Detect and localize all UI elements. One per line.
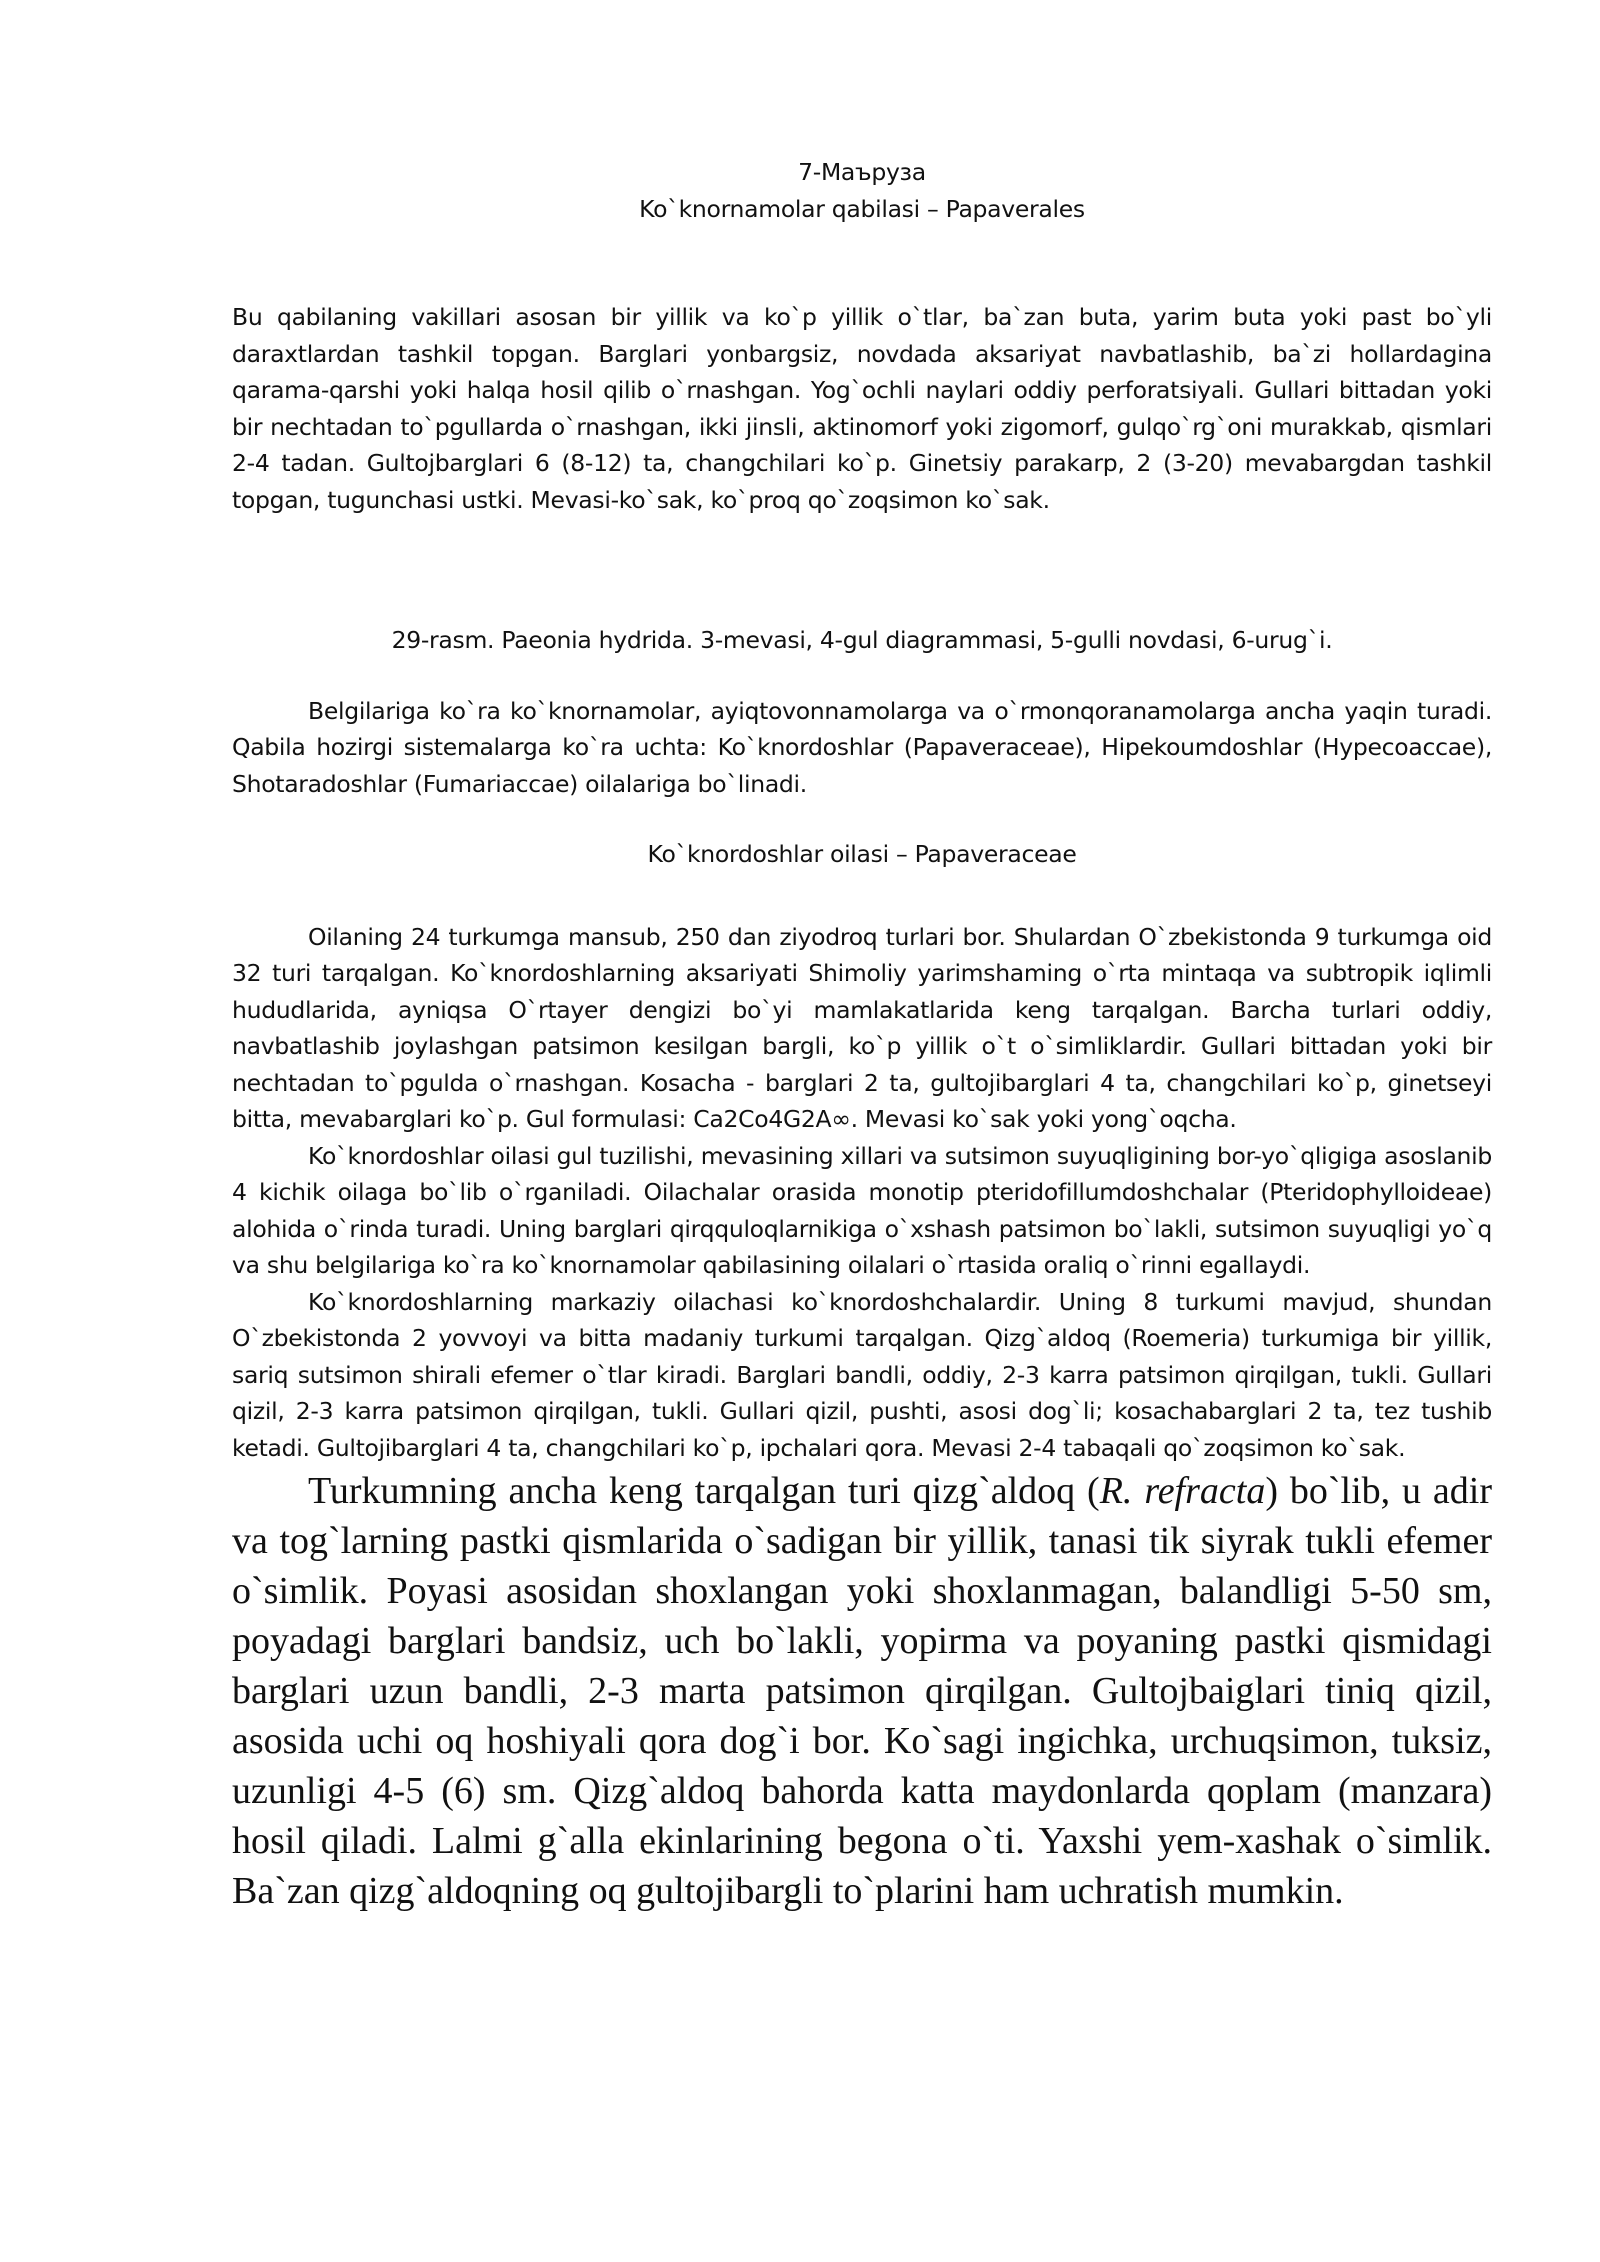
species-paragraph-rest: ) bo`lib, u adir va tog`larning pastki qismlarida o`sadigan bir yillik, tanasi tik siyrak tukli efemer o`simlik. Poyasi asosidan shoxlangan yoki shoxlanmagan, balandligi 5-50 sm, poyadagi barglari bandsiz, uch bo`lakli, yopirma va poyaning pastki qismidagi barglari uzun bandli, 2-3 marta patsimon qirqilgan. Gultojbaiglari tiniq qizil, asosida uchi oq hoshiyali qora dog`i bor. Ko`sagi ingichka, urchuqsimon, tuksiz, uzunligi 4-5 (6) sm. Qizg`aldoq bahorda katta maydonlarda qoplam (manzara) hosil qiladi. Lalmi g`alla ekinlarining begona o`ti. Yaxshi yem-xashak o`simlik. Ba`zan qizg`aldoqning oq gultojibargli to`plarini ham uchratish mumkin. — [232, 1470, 1492, 1912]
family-paragraph-3: Ko`knordoshlarning markaziy oilachasi ko`knordoshchalardir. Uning 8 turkumi mavjud, shundan O`zbekistonda 2 yovvoyi va bitta madaniy turkumi tarqalgan. Qizg`aldoq (Roemeria) turkumiga bir yillik, sariq sutsimon shirali efemer o`tlar kiradi. Barglari bandli, oddiy, 2-3 karra patsimon qirqilgan, tukli. Gullari qizil, 2-3 karra patsimon qirqilgan, tukli. Gullari qizil, pushti, asosi dog`li; kosachabarglari 2 ta, tez tushib ketadi. Gultojibarglari 4 ta, changchilari ko`p, ipchalari qora. Mevasi 2-4 tabaqali qo`zoqsimon ko`sak. — [232, 1287, 1492, 1462]
document-page — [232, 154, 1492, 1916]
family-paragraph-2: Ko`knordoshlar oilasi gul tuzilishi, mevasining xillari va sutsimon suyuqligining bor-yo`qligiga asoslanib 4 kichik oilaga bo`lib o`rganiladi. Oilachalar orasida monotip pteridofillumdoshchalar (Pteridophylloideae) alohida o`rinda turadi. Uning barglari qirqquloqlarnikiga o`xshash patsimon bo`lakli, sutsimon suyuqligi yo`q va shu belgilariga ko`ra ko`knornamolar qabilasining oilalari o`rtasida oraliq o`rinni egallaydi. — [232, 1141, 1492, 1279]
species-paragraph-start: Turkumning ancha keng tarqalgan turi qizg`aldoq ( — [308, 1470, 1100, 1512]
family-title: Ko`knordoshlar oilasi – Papaveraceae — [647, 840, 1077, 868]
species-latin-name: R. refracta — [1099, 1470, 1266, 1512]
order-title: Ko`knornamolar qabilasi – Papaverales — [639, 194, 1085, 223]
figure-caption: 29-rasm. Paeonia hydrida. 3-mevasi, 4-gul diagrammasi, 5-gulli novdasi, 6-urug`i. — [391, 626, 1333, 654]
family-paragraph-1: Oilaning 24 turkumga mansub, 250 dan ziyodroq turlari bor. Shulardan O`zbekistonda 9 turkumga oid 32 turi tarqalgan. Ko`knordoshlarning aksariyati Shimoliy yarimshaming o`rta mintaqa va subtropik iqlimli hududlarida, ayniqsa O`rtayer dengizi bo`yi mamlakatlarida keng tarqalgan. Barcha turlari oddiy, navbatlashib joylashgan patsimon kesilgan bargli, ko`p yillik o`t o`simliklardir. Gullari bittadan yoki bir nechtadan to`pgulda o`rnashgan. Kosacha - barglari 2 ta, gultojibarglari 4 ta, changchilari ko`p, ginetseyi bitta, mevabarglari ko`p. Gul formulasi: Ca2Co4G2A∞. Mevasi ko`sak yoki yong`oqcha. — [232, 922, 1492, 1133]
lecture-number-title: 7-Маъруза — [798, 158, 926, 186]
intro-paragraph: Bu qabilaning vakillari asosan bir yillik va ko`p yillik o`tlar, ba`zan buta, yarim buta yoki past bo`yli daraxtlardan tashkil topgan. Barglari yonbargsiz, novdada aksariyat navbatlashib, ba`zi hollardagina qarama-qarshi yoki halqa hosil qilib o`rnashgan. Yog`ochli naylari oddiy perforatsiyali. Gullari bittadan yoki bir nechtadan to`pgullarda o`rnashgan, ikki jinsli, aktinomorf yoki zigomorf, gulqo`rg`oni murakkab, qismlari 2-4 tadan. Gultojbarglari 6 (8-12) ta, changchilari ko`p. Ginetsiy parakarp, 2 (3-20) mevabargdan tashkil topgan, tugunchasi ustki. Mevasi-ko`sak, ko`proq qo`zoqsimon ko`sak. — [232, 303, 1492, 514]
species-paragraph — [232, 1466, 1492, 1916]
relations-paragraph: Belgilariga ko`ra ko`knornamolar, ayiqtovonnamolarga va o`rmonqoranamolarga ancha yaqin turadi. Qabila hozirgi sistemalarga ko`ra uchta: Ko`knordoshlar (Papaveraceae), Hipekoumdoshlar (Hypecoaccae), Shotaradoshlar (Fumariaccae) oilalariga bo`linadi. — [232, 696, 1492, 798]
